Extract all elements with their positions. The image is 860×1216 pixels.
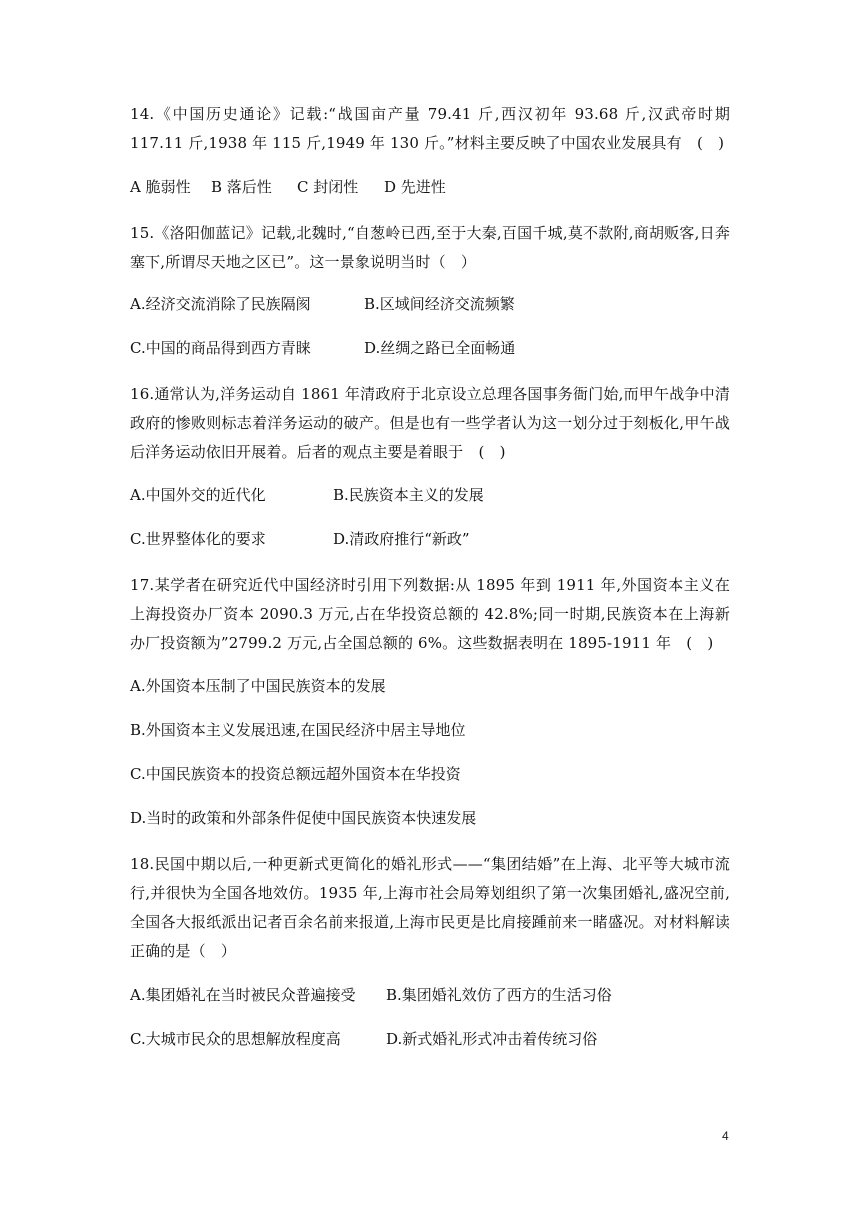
option-c[interactable]: C.世界整体化的要求 bbox=[130, 530, 266, 548]
option-a[interactable]: A.中国外交的近代化 bbox=[130, 486, 266, 504]
option-d[interactable]: D 先进性 bbox=[384, 178, 446, 196]
option-c[interactable]: C.中国的商品得到西方青睐 bbox=[130, 339, 311, 357]
question-17-stem: 17.某学者在研究近代中国经济时引用下列数据:从 1895 年到 1911 年,外国资本主义在上海投资办厂资本 2090.3 万元,占在华投资总额的 42.8%;同一时期,民族资本在上海新办厂投资额为”2799.2 万元,占全国总额的 6%。这些数据表明在 1895-1911 年 ( ) bbox=[130, 576, 730, 652]
option-b[interactable]: B.区域间经济交流频繁 bbox=[364, 295, 515, 313]
question-17 bbox=[130, 571, 730, 658]
option-c[interactable]: C.大城市民众的思想解放程度高 bbox=[130, 1030, 341, 1048]
question-16-stem: 16.通常认为,洋务运动自 1861 年清政府于北京设立总理各国事务衙门始,而甲午战争中清政府的惨败则标志着洋务运动的破产。但是也有一些学者认为这一划分过于刻板化,甲午战后洋务运动依旧开展着。后者的观点主要是着眼于 ( ) bbox=[130, 385, 730, 461]
question-18 bbox=[130, 850, 730, 966]
question-16 bbox=[130, 380, 730, 467]
option-a[interactable]: A.外国资本压制了中国民族资本的发展 bbox=[130, 677, 386, 695]
option-d[interactable]: D.当时的政策和外部条件促使中国民族资本快速发展 bbox=[130, 809, 477, 827]
question-15-stem: 15.《洛阳伽蓝记》记载,北魏时,“自葱岭已西,至于大秦,百国千城,莫不款附,商胡贩客,日奔塞下,所谓尽天地之区已”。这一景象说明当时（ ） bbox=[130, 224, 730, 271]
question-14 bbox=[130, 100, 730, 158]
option-d[interactable]: D.丝绸之路已全面畅通 bbox=[364, 339, 516, 357]
option-d[interactable]: D.清政府推行“新政” bbox=[333, 530, 470, 548]
option-d[interactable]: D.新式婚礼形式冲击着传统习俗 bbox=[386, 1030, 598, 1048]
question-14-stem: 14.《中国历史通论》记载:“战国亩产量 79.41 斤,西汉初年 93.68 斤,汉武帝时期 117.11 斤,1938 年 115 斤,1949 年 130 斤。”材料主要反映了中国农业发展具有 ( ) bbox=[130, 105, 730, 152]
option-c[interactable]: C.中国民族资本的投资总额远超外国资本在华投资 bbox=[130, 765, 461, 783]
option-b[interactable]: B.民族资本主义的发展 bbox=[333, 486, 484, 504]
option-a[interactable]: A.经济交流消除了民族隔阂 bbox=[130, 295, 311, 313]
option-c[interactable]: C 封闭性 bbox=[297, 178, 359, 196]
page-number: 4 bbox=[722, 1129, 729, 1143]
question-15 bbox=[130, 219, 730, 277]
question-18-stem: 18.民国中期以后,一种更新式更简化的婚礼形式——“集团结婚”在上海、北平等大城市流行,并很快为全国各地效仿。1935 年,上海市社会局筹划组织了第一次集团婚礼,盛况空前,全国各大报纸派出记者百余名前来报道,上海市民更是比肩接踵前来一睹盛况。对材料解读正确的是（ ） bbox=[130, 855, 730, 960]
option-a[interactable]: A 脆弱性 bbox=[130, 178, 191, 196]
option-a[interactable]: A.集团婚礼在当时被民众普遍接受 bbox=[130, 986, 356, 1004]
option-b[interactable]: B.外国资本主义发展迅速,在国民经济中居主导地位 bbox=[130, 721, 466, 739]
option-b[interactable]: B 落后性 bbox=[211, 178, 272, 196]
option-b[interactable]: B.集团婚礼效仿了西方的生活习俗 bbox=[386, 986, 612, 1004]
